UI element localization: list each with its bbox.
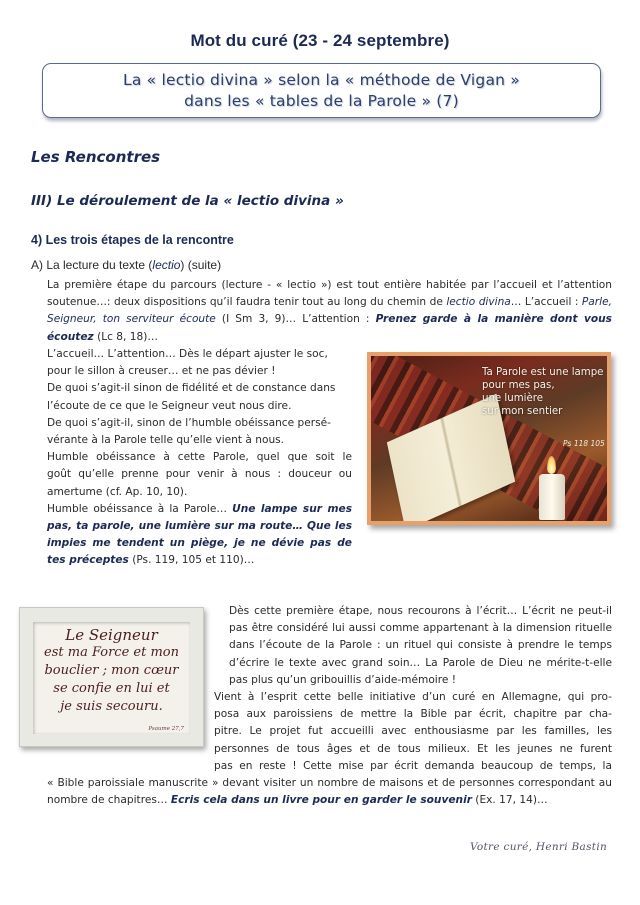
caption-line: Ta Parole est une lampe (482, 367, 604, 378)
page-title: Mot du curé (23 - 24 septembre) (190, 31, 450, 50)
chapter-heading: III) Le déroulement de la « lectio divina » (31, 193, 344, 209)
text-line: personnes de tous âges et de tous milieux. Et les jeunes ne furent (214, 742, 612, 755)
subsection-prefix: A) La lecture du texte ( (31, 258, 153, 272)
text: (I Sm 3, 9)… L’attention : (215, 313, 376, 326)
banner-line-2: dans les « tables de la Parole » (7) (184, 92, 459, 110)
scripture-quote-bold: Ecris cela dans un livre pour en garder le souvenir (170, 794, 472, 807)
calligraphy-line: bouclier ; mon cœur (44, 663, 179, 678)
paragraph-manuscript (47, 775, 612, 809)
candle-bible-photo (367, 352, 611, 525)
paragraph-writing (229, 603, 612, 689)
candle-flame-icon (547, 456, 556, 474)
scripture-quote-bold: Une lampe sur mes pas, ta parole, une lumière sur ma route… Que les impies me tendent un piège, je ne dévie pas de tes préceptes (47, 502, 352, 567)
paragraph-attention (47, 346, 352, 570)
paragraph-intro (47, 277, 612, 346)
italic-term: lectio divina (446, 296, 511, 309)
text-line: De quoi s’agit-il, sinon de l’humble obéissance persé- (47, 416, 331, 429)
text-line: Vient à l’esprit cette belle initiative d’un curé en Allemagne, qui pro- (214, 691, 612, 703)
title-banner (42, 63, 601, 118)
calligraphy-photo (19, 607, 204, 747)
text-line: amertume (cf. Ap. 10, 10). (47, 485, 188, 498)
text-line: posa aux paroissiens de mettre la Bible par écrit, chapitre par cha- (214, 708, 612, 721)
text: Humble obéissance à la Parole… (47, 502, 233, 515)
caption-line: une lumière (482, 393, 543, 404)
calligraphy-line: se confie en lui et (53, 681, 170, 696)
calligraphy-card (33, 622, 190, 734)
text-line: pour le sillon à creuser… et ne pas dévier ! (47, 365, 276, 378)
psalm-quote-block (47, 501, 352, 570)
text: (Ps. 119, 105 et 110)… (128, 554, 255, 567)
subsection-title (31, 258, 221, 272)
subsection-suffix: ) (suite) (180, 258, 222, 272)
text: La première étape du parcours (lecture - « lectio ») est tout entière habitée par l’accueil et l’attention soutenue…: deux dispositions qu’il faudra tenir tout au long du chemin de (47, 279, 612, 309)
banner-line-1: La « lectio divina » selon la « méthode de Vigan » (123, 71, 520, 89)
scripture-quote: Parle, Seigneur, ton serviteur écoute (47, 296, 612, 326)
text-line: De quoi s’agit-il sinon de fidélité et de constance dans (47, 382, 336, 395)
subsection-italic: lectio (152, 258, 181, 272)
text-line: vérante à la Parole telle qu’elle vient à nous. (47, 434, 285, 447)
text: « Bible paroissiale manuscrite » devant visiter un nombre de maisons et de personnes correspondant au nombre de chapitres… (47, 777, 612, 807)
text-line: pas en reste ! Cette mise par écrit demanda beaucoup de temps, la (214, 759, 612, 772)
subsection-heading: 4) Les trois étapes de la rencontre (31, 233, 234, 247)
candle-image (539, 474, 565, 520)
text-line: pitre. Le projet fut accueilli avec enthousiasme par les familles, les (214, 725, 612, 738)
text-line: l’écoute de ce que le Seigneur veut nous dire. (47, 399, 292, 412)
signature: Votre curé, Henri Bastin (470, 841, 608, 853)
text-line: Humble obéissance à cette Parole, quel que soit le (47, 451, 352, 464)
paragraph-germany (214, 689, 612, 775)
calligraphy-line: est ma Force et mon (44, 645, 179, 660)
calligraphy-reference: Psaume 27,7 (148, 726, 184, 732)
text-line: goût qu’elle prenne pour venir à nous : douceur ou (47, 468, 352, 481)
text: … L’accueil : (510, 296, 582, 309)
text: Dès cette première étape, nous recourons à l’écrit… L’écrit ne peut-il pas être considéré lui aussi comme appartenant à la dimension rituelle dans l’écoute de la Parole : un rituel qui consiste à prendre le temps d’écrire le texte avec grand soin… La Parole de Dieu ne mérite-t-elle pas plus qu’un gribouillis d’aide-mémoire ! (229, 605, 612, 686)
text: (Lc 8, 18)… (93, 330, 158, 343)
photo-caption (482, 366, 611, 418)
text-line: L’accueil… L’attention… Dès le départ ajuster le soc, (47, 348, 328, 360)
caption-line: sur mon sentier (482, 406, 563, 417)
calligraphy-line: je suis secouru. (60, 699, 163, 714)
text: (Ex. 17, 14)… (471, 794, 548, 807)
calligraphy-line: Le Seigneur (65, 626, 158, 644)
scripture-quote-bold: Prenez garde à la manière dont vous écoutez (47, 313, 612, 343)
section-heading: Les Rencontres (31, 148, 161, 166)
psalm-reference: Ps 118 105 (563, 439, 605, 448)
caption-line: pour mes pas, (482, 380, 555, 391)
